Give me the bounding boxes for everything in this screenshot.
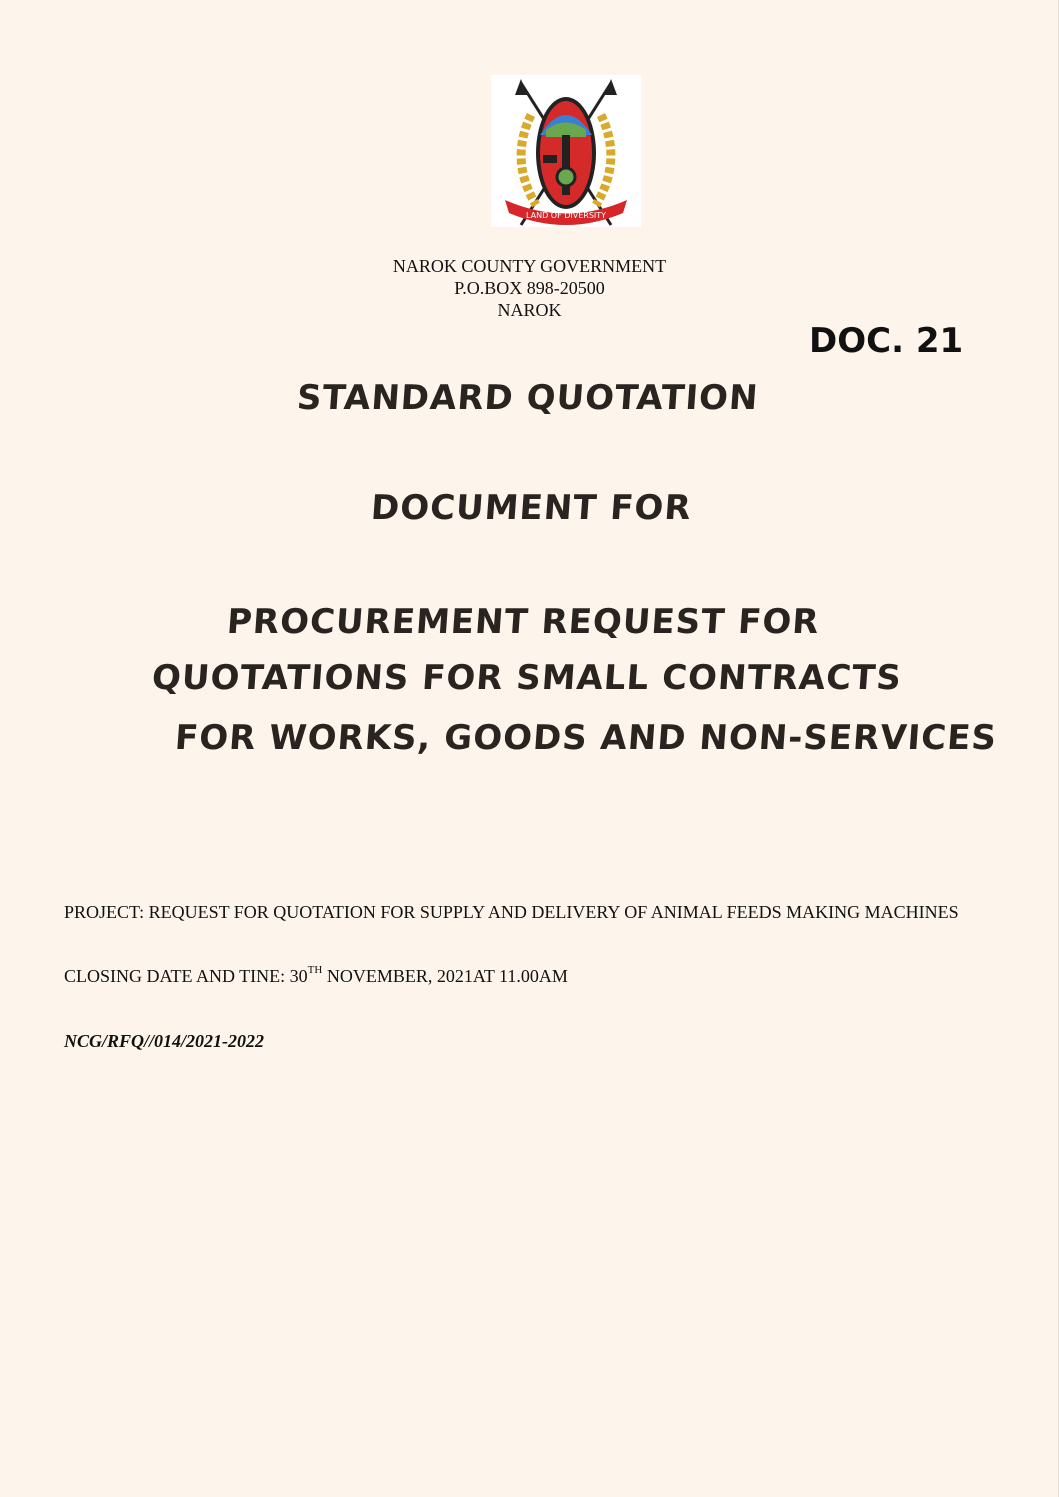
town: NAROK xyxy=(497,300,562,320)
closing-prefix: CLOSING DATE AND TINE: 30 xyxy=(64,966,308,986)
reference-number: NCG/RFQ//014/2021-2022 xyxy=(64,1031,265,1051)
closing-superscript: TH xyxy=(307,964,323,976)
closing-date-line xyxy=(64,966,568,987)
title-line-4: QUOTATIONS FOR SMALL CONTRACTS xyxy=(150,658,904,698)
title-line-2: DOCUMENT FOR xyxy=(369,488,693,528)
title-line-5: FOR WORKS, GOODS AND NON-SERVICES xyxy=(173,718,999,758)
doc-number: DOC. 21 xyxy=(809,321,964,361)
coat-of-arms-icon xyxy=(491,75,641,227)
closing-suffix: NOVEMBER, 2021AT 11.00AM xyxy=(322,966,568,986)
title-line-3: PROCUREMENT REQUEST FOR xyxy=(225,602,821,642)
org-address xyxy=(0,255,1059,321)
title-line-1: STANDARD QUOTATION xyxy=(295,378,760,418)
po-box: P.O.BOX 898-20500 xyxy=(454,278,605,298)
project-line: PROJECT: REQUEST FOR QUOTATION FOR SUPPLY AND DELIVERY OF ANIMAL FEEDS MAKING MACHINES xyxy=(64,902,959,922)
logo-banner-text: LAND OF DIVERSITY xyxy=(525,211,607,220)
org-name: NAROK COUNTY GOVERNMENT xyxy=(392,256,667,276)
